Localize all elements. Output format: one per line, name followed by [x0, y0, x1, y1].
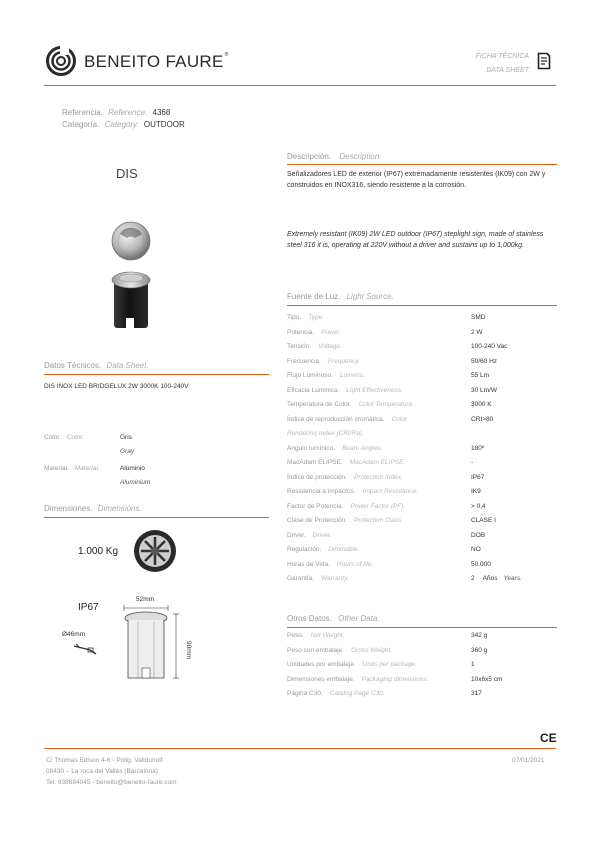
- mounting-clip-icon: [72, 642, 98, 656]
- row-label-en: Frequency.: [327, 357, 361, 365]
- datos-title-en: Data Sheet.: [106, 361, 149, 370]
- width-dimension-label: 52mm: [136, 596, 155, 603]
- row-label-en: Rendering Index (CRI/Ra).: [287, 430, 364, 437]
- row-label: Índice de protección.: [287, 473, 347, 481]
- row-label: Horas de Vida.: [287, 560, 330, 568]
- row-label-en: Lumens.: [339, 372, 365, 379]
- datos-rule: [44, 374, 269, 375]
- row-label: MacAdam ELIPSE.: [287, 459, 343, 466]
- footer-address-1: C/ Thomas Edison 4-6 - Polig. Valldoriolf: [46, 757, 163, 764]
- row-label: Tensión.: [287, 343, 312, 350]
- row-label-en: Catalog Page C30.: [329, 690, 385, 697]
- row-label: Página C30.: [287, 690, 323, 697]
- ip-label: IP67: [78, 602, 99, 613]
- color-label: [44, 434, 84, 442]
- row-label-en: Power.: [321, 328, 342, 336]
- row-label: Resistencia a impactos.: [287, 488, 356, 495]
- row-label-en: Color Temperature.: [358, 401, 415, 408]
- row-label-en: Light Effectiveness.: [346, 386, 403, 394]
- material-label-es: Material.: [44, 465, 69, 472]
- row-value: 317: [471, 690, 482, 697]
- row-label: Peso.: [287, 632, 304, 639]
- other-row: [287, 632, 557, 645]
- row-label-en: Packaging dimensions.: [361, 675, 429, 683]
- dimensiones-rule: [44, 517, 269, 518]
- row-label-en: Warranty.: [321, 575, 349, 582]
- dimensiones-title-es: Dimensiones.: [44, 504, 93, 513]
- row-label-en: Net Weight.: [310, 632, 345, 639]
- color-label-en: Color.: [66, 434, 84, 441]
- light-row: [287, 387, 557, 400]
- row-label: Índice de reproducción cromática.: [287, 415, 385, 423]
- row-label-en: Voltage.: [318, 343, 342, 350]
- brand-name-text: BENEITO FAURE: [84, 52, 224, 71]
- category-value: OUTDOOR: [143, 120, 185, 129]
- datos-text: DIS INOX LED BRIDGELUX 2W 3000K 100-240V: [44, 383, 189, 390]
- row-value: SMD: [471, 314, 486, 321]
- light-title-en: Light Source.: [346, 292, 394, 301]
- row-label-en: Color: [391, 415, 408, 423]
- other-row: [287, 661, 557, 674]
- description-en: Extremely resistant (IK09) 2W LED outdoor (IP67) steplight sign, made of stainless steel 316 it is, operating at 220V without a driver and sustains up to 1,000kg.: [287, 231, 544, 249]
- row-value: 100-240 Vac: [471, 343, 508, 350]
- other-row: [287, 690, 557, 703]
- data-sheet-label: DATA SHEET: [486, 67, 529, 74]
- light-row: [287, 459, 557, 472]
- light-row: [287, 503, 557, 516]
- dimension-drawing: [118, 604, 208, 684]
- weight-label: 1.000 Kg: [78, 546, 119, 557]
- row-value: [471, 575, 522, 582]
- row-label: Angulo lumínico.: [287, 444, 336, 452]
- other-row: [287, 676, 557, 689]
- row-value: > 0,4: [471, 502, 486, 510]
- row-value: CRI>80: [471, 415, 494, 423]
- header-rule: [44, 85, 556, 86]
- ficha-tecnica-label: FICHA TÉCNICA: [475, 53, 529, 60]
- category-label: Categoría.: [62, 120, 100, 129]
- dimensiones-title-en: Dimensions.: [97, 504, 142, 513]
- light-title-es: Fuente de Luz.: [287, 292, 341, 301]
- row-value: 342 g: [471, 632, 488, 639]
- row-label-en: Gross Weight.: [351, 646, 393, 654]
- light-row: [287, 517, 557, 530]
- row-label: Unidades por embalaje.: [287, 661, 356, 668]
- description-es: Señalizadores LED de exterior (IP67) extremadamente resistentes (IK09) con 2W y construidos en INOX316, siendo resistente a la corrosión.: [287, 171, 546, 189]
- row-value: 1: [471, 661, 475, 668]
- row-value: 360 g: [471, 646, 488, 654]
- row-value: 30 Lm/W: [471, 386, 498, 394]
- row-label: Potencia.: [287, 328, 315, 336]
- dimensiones-title: [44, 504, 142, 514]
- row-label: Tipo.: [287, 314, 302, 321]
- light-row: [287, 488, 557, 501]
- row-label-en: Protection Class.: [353, 517, 404, 524]
- light-row: [287, 416, 557, 429]
- reference-value: 4368: [152, 108, 171, 117]
- row-label-en: Dimmable.: [328, 546, 360, 553]
- row-value: CLASE I: [471, 517, 496, 524]
- light-row: [287, 329, 557, 342]
- row-label: Eficacia Luminica.: [287, 386, 340, 394]
- registered-mark: ®: [224, 52, 229, 58]
- category-line: [62, 120, 185, 130]
- row-label: Factor de Potencia.: [287, 502, 344, 510]
- row-label: Peso con embalaje.: [287, 646, 345, 654]
- row-label-en: Units per package.: [362, 661, 417, 668]
- light-source-rule: [287, 305, 557, 306]
- description-rule: [287, 164, 557, 165]
- light-row: [287, 401, 557, 414]
- row-label-en: Protection Index.: [353, 473, 403, 481]
- row-label: Temperatura de Color.: [287, 401, 352, 408]
- hole-diameter-label: Ø46mm: [62, 631, 86, 638]
- description-title-es: Descripción.: [287, 152, 332, 161]
- material-label: [44, 465, 100, 473]
- row-label-en: Power Factor (PF).: [350, 502, 406, 510]
- row-value: 50/60 Hz: [471, 357, 498, 365]
- light-source-title: [287, 292, 394, 302]
- warranty-unit-es: Años: [482, 575, 498, 582]
- color-value: Gris: [120, 434, 132, 441]
- material-value-en: Aluminium: [120, 479, 151, 486]
- row-value: IP67: [471, 473, 485, 481]
- color-value-en: Gray: [120, 448, 135, 455]
- material-label-en: Material.: [74, 465, 100, 472]
- light-row: [287, 314, 557, 327]
- reference-line: [62, 108, 170, 118]
- row-value: NO: [471, 546, 481, 553]
- product-image-top: [110, 220, 152, 262]
- height-dimension-label: 90mm: [185, 641, 192, 660]
- logo-mark-icon: [46, 46, 76, 76]
- datos-tecnicos-title: [44, 361, 149, 371]
- warranty-unit-en: Years.: [503, 575, 522, 582]
- row-label: Dimensiones embalaje.: [287, 675, 355, 683]
- row-value: IK9: [471, 488, 481, 495]
- row-value: 2 W: [471, 328, 483, 336]
- light-row: [287, 358, 557, 371]
- row-label: Driver.: [287, 531, 306, 539]
- other-data-rule: [287, 627, 557, 628]
- row-label-en: Type.: [308, 314, 324, 321]
- row-label: Frecuencia.: [287, 357, 321, 365]
- footer-contact: Tel. 938684045 - beneito@beneito-faure.com: [46, 779, 177, 786]
- row-label-en: Hours of life.: [336, 560, 374, 568]
- brand-name: [84, 52, 229, 72]
- light-row: [287, 561, 557, 574]
- ce-mark: CE: [540, 731, 557, 745]
- light-row: [287, 532, 557, 545]
- light-row: [287, 372, 557, 385]
- row-value: 180º: [471, 444, 485, 452]
- product-name: DIS: [116, 166, 138, 181]
- description-title-en: Description.: [339, 152, 382, 161]
- other-title-es: Otros Datos.: [287, 614, 332, 623]
- footer-date: 07/01/2021: [512, 757, 545, 764]
- reference-label: Referencia.: [62, 108, 103, 117]
- row-value: 55 Lm: [471, 372, 490, 379]
- row-label-en: MacAdam ELIPSE.: [349, 459, 406, 466]
- row-label-en: Beam Angles.: [342, 444, 383, 452]
- color-label-es: Color.: [44, 434, 61, 441]
- light-row-continuation: [287, 430, 557, 443]
- other-data-title: [287, 614, 380, 624]
- reference-label-en: Reference.: [108, 108, 148, 117]
- light-row: [287, 445, 557, 458]
- row-value: 50.000: [471, 560, 491, 568]
- row-label-en: Driver.: [312, 531, 332, 539]
- row-value: DOB: [471, 531, 486, 539]
- row-label: Garantía.: [287, 575, 315, 582]
- row-label: Clase de Protección.: [287, 517, 347, 524]
- document-icon: [537, 52, 551, 70]
- load-wheel-icon: [132, 528, 178, 574]
- description-title: [287, 152, 382, 162]
- other-title-en: Other Data.: [338, 614, 380, 623]
- footer-rule: [44, 748, 556, 749]
- row-label: Regulación.: [287, 546, 322, 553]
- row-value: -: [471, 459, 474, 466]
- category-label-en: Category.: [104, 120, 139, 129]
- row-label-en: Impact Resistance.: [362, 488, 418, 495]
- row-value: 10x6x5 cm: [471, 675, 503, 683]
- light-row: [287, 575, 557, 588]
- row-value: 3000 K: [471, 401, 492, 408]
- row-label: Flujo Luminoso.: [287, 372, 333, 379]
- light-row: [287, 343, 557, 356]
- light-row: [287, 546, 557, 559]
- brand-logo: [46, 46, 76, 76]
- material-value: Aluminio: [120, 465, 145, 472]
- other-row: [287, 647, 557, 660]
- light-row: [287, 474, 557, 487]
- product-image-body: [108, 268, 154, 330]
- footer-address-2: 08430 – La roca del Vallès (Barcelona): [46, 768, 158, 775]
- warranty-years: 2: [471, 575, 475, 582]
- datos-title-es: Datos Técnicos.: [44, 361, 102, 370]
